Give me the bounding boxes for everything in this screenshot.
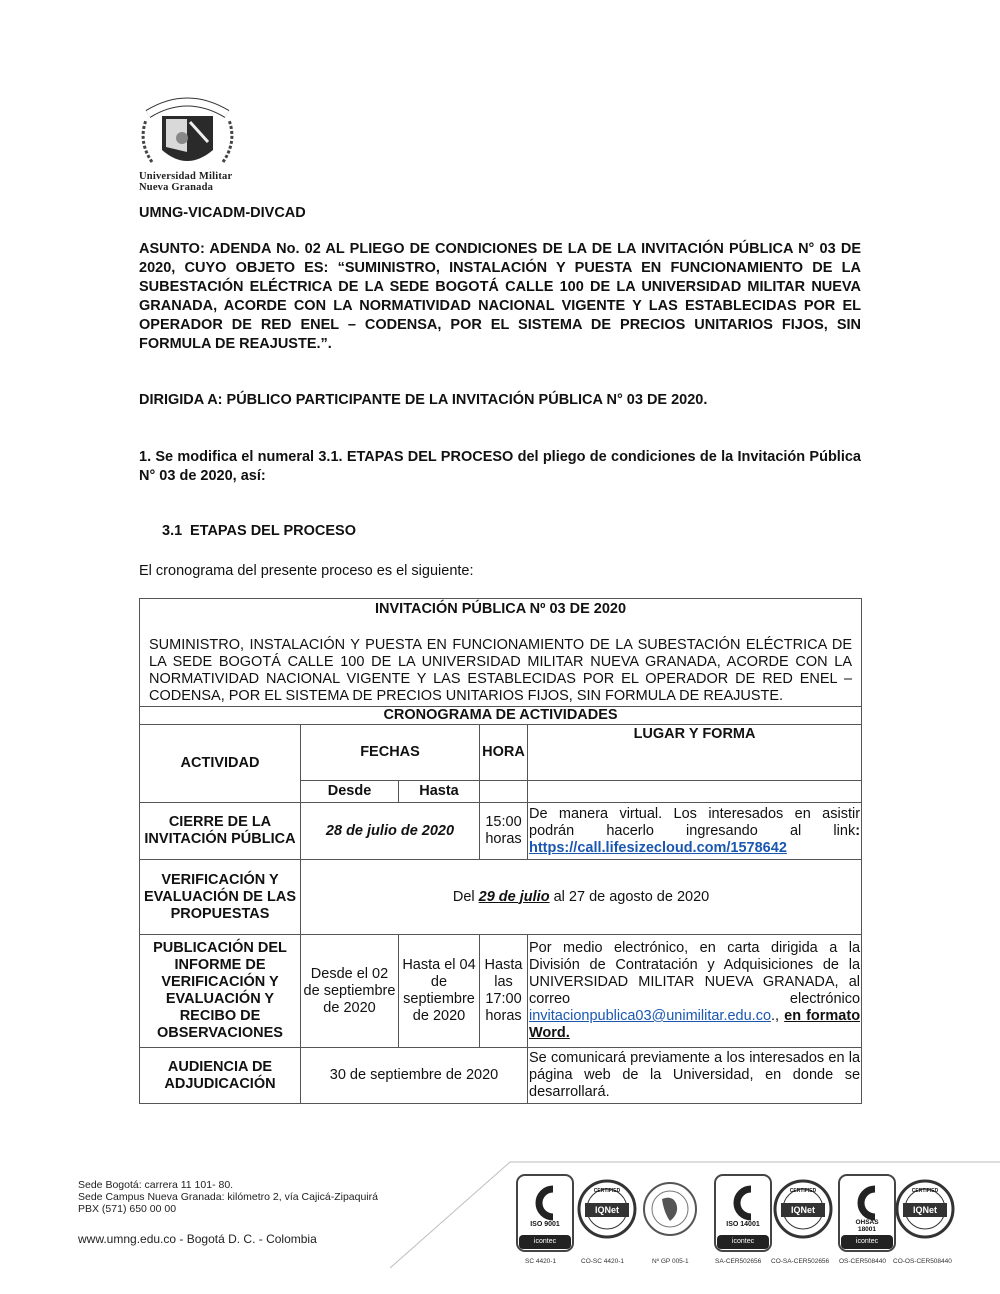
row3-desde: Desde el 02 de septiembre de 2020 [301, 935, 399, 1048]
row3-hora: Hasta las 17:00 horas [480, 935, 528, 1048]
cronograma-header: CRONOGRAMA DE ACTIVIDADES [140, 707, 862, 725]
table-title: INVITACIÓN PÚBLICA Nº 03 DE 2020 [375, 601, 627, 617]
iqnet-certified-icon: IQNet CERTIFIED CO-SC 4420-1 [577, 1173, 637, 1253]
header-hasta: Hasta [399, 781, 480, 803]
document-reference: UMNG-VICADM-DIVCAD [139, 205, 306, 221]
intro-line: El cronograma del presente proceso es el siguiente: [139, 563, 474, 579]
header-hora: HORA [480, 725, 528, 781]
university-name-logotype: Universidad Militar Nueva Granada [139, 171, 233, 193]
row4-fecha: 30 de septiembre de 2020 [301, 1048, 528, 1104]
row4-actividad: AUDIENCIA DE ADJUDICACIÓN [140, 1048, 301, 1104]
iqnet-certified-icon: IQNet CERTIFIED CO-OS-CER508440 [895, 1173, 955, 1253]
footer-website: www.umng.edu.co - Bogotá D. C. - Colombia [78, 1232, 317, 1246]
section-heading: 3.1 ETAPAS DEL PROCESO [162, 523, 356, 539]
gp-seal-icon: Nº GP 005-1 [640, 1173, 700, 1253]
icontec-iso14001-icon: ISO 14001 icontec SA-CER502656 [713, 1173, 773, 1253]
row2-actividad: VERIFICACIÓN Y EVALUACIÓN DE LAS PROPUESTAS [140, 860, 301, 935]
addressee-line: DIRIGIDA A: PÚBLICO PARTICIPANTE DE LA INVITACIÓN PÚBLICA N° 03 DE 2020. [139, 392, 708, 408]
header-actividad: ACTIVIDAD [140, 725, 301, 803]
schedule-table [139, 598, 862, 1104]
modification-paragraph: 1. Se modifica el numeral 3.1. ETAPAS DEL PROCESO del pliego de condiciones de la Invitación Pública N° 03 de 2020, así: [139, 449, 861, 484]
header-desde: Desde [301, 781, 399, 803]
subject-paragraph: ASUNTO: ADENDA No. 02 AL PLIEGO DE CONDICIONES DE LA DE LA INVITACIÓN PÚBLICA N° 03 DE 2020, CUYO OBJETO ES: “SUMINISTRO, INSTALACIÓN Y PUESTA EN FUNCIONAMIENTO DE LA SUBESTACIÓN ELÉCTRICA DE LA SEDE BOGOTÁ CALLE 100 DE LA UNIVERSIDAD MILITAR NUEVA GRANADA, ACORDE CON LA NORMATIVIDAD NACIONAL VIGENTE Y LAS ESTABLECIDAS POR EL OPERADOR DE RED ENEL – CODENSA, POR EL SISTEMA DE PRECIOS UNITARIOS FIJOS, SIN FORMULA DE REAJUSTE.”. [139, 241, 861, 352]
row3-actividad: PUBLICACIÓN DEL INFORME DE VERIFICACIÓN Y EVALUACIÓN Y RECIBO DE OBSERVACIONES [140, 935, 301, 1048]
table-description: SUMINISTRO, INSTALACIÓN Y PUESTA EN FUNCIONAMIENTO DE LA SUBESTACIÓN ELÉCTRICA DE LA SEDE BOGOTÁ CALLE 100 DE LA UNIVERSIDAD MILITAR NUEVA GRANADA, ACORDE CON LA NORMATIVIDAD NACIONAL VIGENTE Y LAS ESTABLECIDAS POR EL OPERADOR DE RED ENEL – CODENSA, POR EL SISTEMA DE PRECIOS UNITARIOS FIJOS, SIN FORMULA DE REAJUSTE. [149, 637, 853, 704]
empty-cell [528, 781, 862, 803]
empty-cell [480, 781, 528, 803]
row3-hasta: Hasta el 04 de septiembre de 2020 [399, 935, 480, 1048]
row2-fecha: Del 29 de julio al 27 de agosto de 2020 [301, 860, 862, 935]
iqnet-certified-icon: IQNet CERTIFIED CO-SA-CER502656 [773, 1173, 833, 1253]
row1-lugar: De manera virtual. Los interesados en asistir podrán hacerlo ingresando al link: https://call.lifesizecloud.com/1578642 [528, 803, 862, 860]
row1-hora: 15:00 horas [480, 803, 528, 860]
header-lugar: LUGAR Y FORMA [528, 725, 862, 781]
lifesize-link[interactable]: https://call.lifesizecloud.com/1578642 [529, 839, 787, 856]
table-title-cell [140, 599, 862, 707]
header-fechas: FECHAS [301, 725, 480, 781]
icontec-ohsas18001-icon: OHSAS 18001 icontec OS-CER508440 [837, 1173, 897, 1253]
row3-lugar: Por medio electrónico, en carta dirigida a la División de Contratación y Adquisiciones de la UNIVERSIDAD MILITAR NUEVA GRANADA, al correo electrónico invitacionpublica03@unimilitar.edu.co., en formato Word. [528, 935, 862, 1048]
email-link[interactable]: invitacionpublica03@unimilitar.edu.co [529, 1008, 772, 1024]
row1-actividad: CIERRE DE LA INVITACIÓN PÚBLICA [140, 803, 301, 860]
row4-lugar: Se comunicará previamente a los interesados en la página web de la Universidad, en donde se desarrollará. [528, 1048, 862, 1104]
row1-fecha: 28 de julio de 2020 [301, 803, 480, 860]
icontec-iso9001-icon: ISO 9001 icontec SC 4420-1 [515, 1173, 575, 1253]
footer-address: Sede Bogotá: carrera 11 101- 80. Sede Campus Nueva Granada: kilómetro 2, vía Cajicá-Zipaquirá PBX (571) 650 00 00 [78, 1179, 378, 1215]
